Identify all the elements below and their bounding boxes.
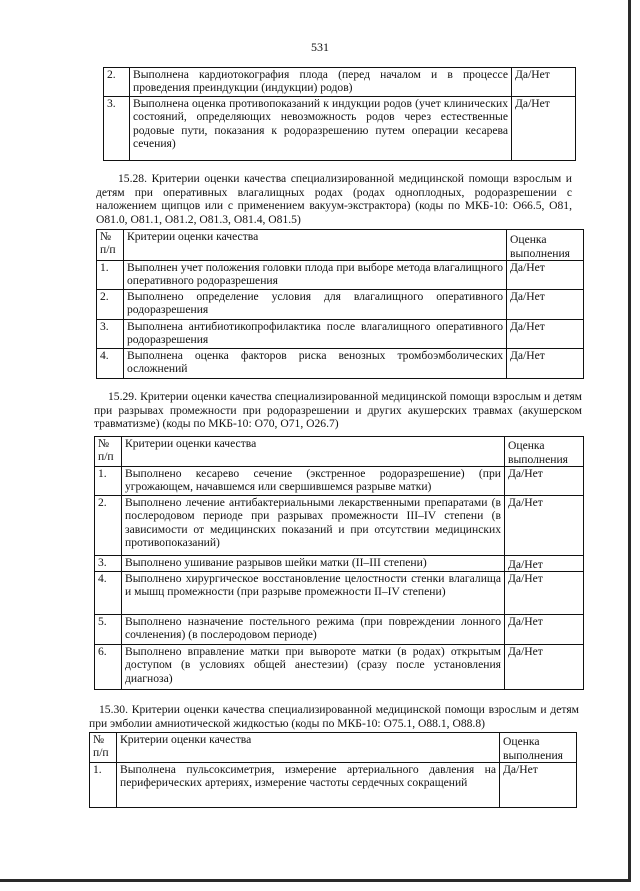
table-row — [97, 261, 584, 290]
criterion-text: Выполнено вправление матки при вывороте матки (в родах) открытым доступом (в условиях общей анестезии) (сразу после установления диагноза) — [122, 645, 505, 690]
page-number: 531 — [311, 40, 329, 54]
table-row — [95, 572, 584, 615]
section-title-15-30: 15.30. Критерии оценки качества специализированной медицинской помощи взрослым и детям при эмболии амниотической жидкостью (коды по МКБ-10: O75.1, O88.1, O88.8) — [89, 703, 579, 730]
header-number: № п/п — [90, 733, 117, 763]
row-number: 3. — [97, 320, 124, 349]
header-criteria: Критерии оценки качества — [124, 230, 507, 261]
header-evaluation: Оценка выполнения — [505, 437, 584, 467]
criterion-text: Выполнена антибиотикопрофилактика после влагалищного оперативного родоразрешения — [124, 320, 507, 349]
table-row — [95, 615, 584, 645]
evaluation-value: Да/Нет — [505, 615, 584, 645]
evaluation-value: Да/Нет — [505, 556, 584, 572]
table-header-row — [90, 733, 577, 763]
header-number: № п/п — [97, 230, 124, 261]
criterion-text: Выполнена кардиотокография плода (перед началом и в процессе проведения преиндукции (индукции) родов) — [130, 68, 512, 97]
row-number: 3. — [95, 556, 122, 572]
evaluation-value: Да/Нет — [505, 572, 584, 615]
criterion-text: Выполнена оценка противопоказаний к индукции родов (учет клинических состояний, определяющих невозможность родов через естественные родовые пути, показания к родоразрешению путем операции кесарева сечения) — [130, 97, 512, 161]
evaluation-value: Да/Нет — [512, 68, 576, 97]
table-header-row — [95, 437, 584, 467]
table-row — [90, 763, 577, 808]
table-row — [95, 496, 584, 556]
evaluation-value: Да/Нет — [500, 763, 577, 808]
header-evaluation: Оценка выполнения — [507, 230, 584, 261]
section-title-15-29: 15.29. Критерии оценки качества специализированной медицинской помощи взрослым и детям при разрывах промежности при родоразрешении и других акушерских травмах (акушерском травматизме) (коды по МКБ-10: O70, O71, O26.7) — [94, 390, 582, 431]
row-number: 1. — [90, 763, 117, 808]
evaluation-value: Да/Нет — [505, 467, 584, 496]
table-header-row — [97, 230, 584, 261]
header-criteria: Критерии оценки качества — [122, 437, 505, 467]
criterion-text: Выполнен учет положения головки плода при выборе метода влагалищного оперативного родоразрешения — [124, 261, 507, 290]
criteria-table-15-30 — [89, 732, 577, 808]
criterion-text: Выполнена пульсоксиметрия, измерение артериального давления на периферических артериях, измерение частоты сердечных сокращений — [117, 763, 500, 808]
row-number: 5. — [95, 615, 122, 645]
evaluation-value: Да/Нет — [507, 290, 584, 320]
evaluation-value: Да/Нет — [505, 645, 584, 690]
row-number: 4. — [97, 349, 124, 379]
table-row — [104, 97, 576, 161]
header-number: № п/п — [95, 437, 122, 467]
row-number: 2. — [95, 496, 122, 556]
row-number: 1. — [97, 261, 124, 290]
criterion-text: Выполнено назначение постельного режима (при повреждении лонного сочленения) (в послеродовом периоде) — [122, 615, 505, 645]
criteria-table-15-29 — [94, 436, 584, 690]
table-row — [97, 320, 584, 349]
criteria-table-continued — [103, 67, 576, 161]
row-number: 4. — [95, 572, 122, 615]
criterion-text: Выполнено ушивание разрывов шейки матки (II–III степени) — [122, 556, 505, 572]
evaluation-value: Да/Нет — [507, 320, 584, 349]
criterion-text: Выполнено хирургическое восстановление целостности стенки влагалища и мышц промежности (при разрыве промежности II–IV степени) — [122, 572, 505, 615]
criterion-text: Выполнено кесарево сечение (экстренное родоразрешение) (при угрожающем, начавшемся или свершившемся разрыве матки) — [122, 467, 505, 496]
header-criteria: Критерии оценки качества — [117, 733, 500, 763]
evaluation-value: Да/Нет — [512, 97, 576, 161]
criterion-text: Выполнено лечение антибактериальными лекарственными препаратами (в послеродовом периоде при разрывах промежности III–IV степени (в зависимости от медицинских показаний и при отсутствии медицинских противопоказаний) — [122, 496, 505, 556]
table-row — [97, 349, 584, 379]
section-title-15-28: 15.28. Критерии оценки качества специализированной медицинской помощи взрослым и детям при оперативных влагалищных родах (родах одноплодных, родоразрешении с наложением щипцов или с применением вакуум-экстрактора) (коды по МКБ-10: O66.5, O81, O81.0, O81.1, O81.2, O81.3, O81.4, O81.5) — [96, 172, 572, 226]
row-number: 6. — [95, 645, 122, 690]
table-row — [95, 645, 584, 690]
row-number: 2. — [97, 290, 124, 320]
evaluation-value: Да/Нет — [505, 496, 584, 556]
row-number: 3. — [104, 97, 130, 161]
row-number: 1. — [95, 467, 122, 496]
table-row — [97, 290, 584, 320]
row-number: 2. — [104, 68, 130, 97]
criteria-table-15-28 — [96, 229, 584, 379]
table-row — [95, 556, 584, 572]
criterion-text: Выполнено определение условия для влагалищного оперативного родоразрешения — [124, 290, 507, 320]
table-row — [104, 68, 576, 97]
table-row — [95, 467, 584, 496]
evaluation-value: Да/Нет — [507, 261, 584, 290]
evaluation-value: Да/Нет — [507, 349, 584, 379]
criterion-text: Выполнена оценка факторов риска венозных тромбоэмболических осложнений — [124, 349, 507, 379]
header-evaluation: Оценка выполнения — [500, 733, 577, 763]
